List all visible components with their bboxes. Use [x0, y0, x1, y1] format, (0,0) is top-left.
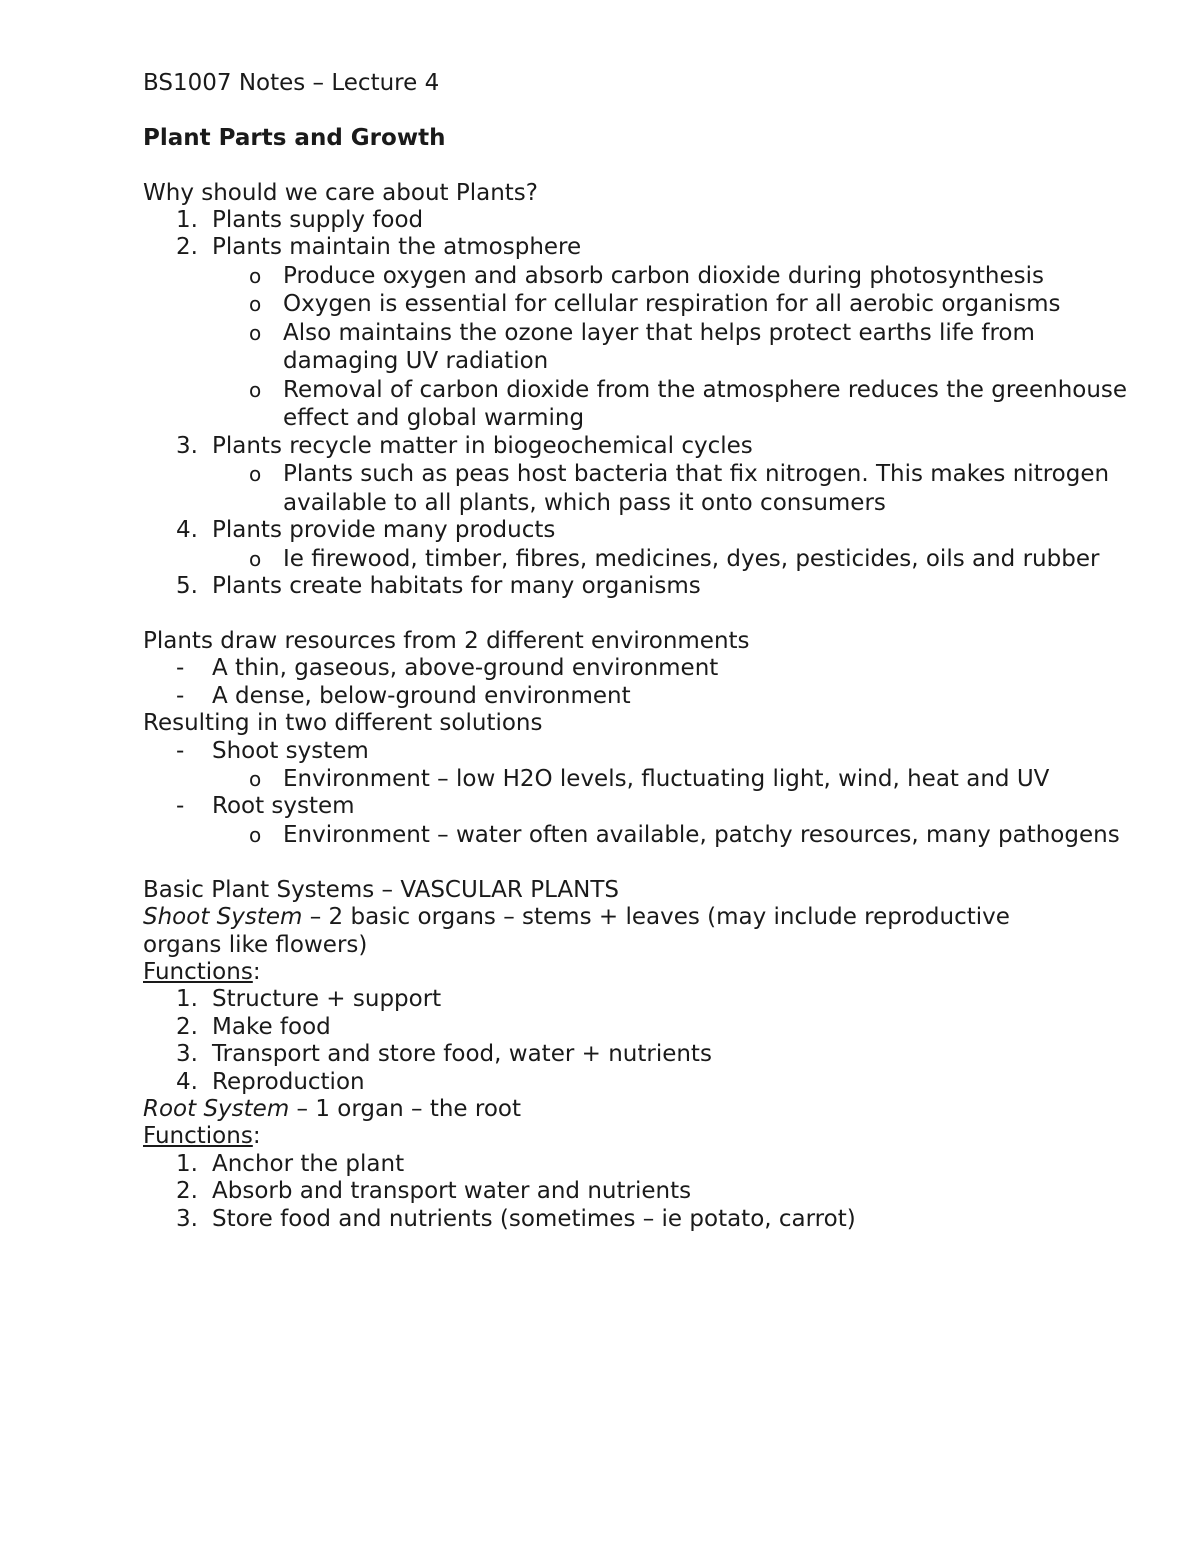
- blank-line: [143, 152, 1143, 179]
- root-system-line: [143, 1096, 1143, 1123]
- blank-line: [143, 601, 1143, 628]
- sub-bullet: [143, 262, 1143, 291]
- list-marker: 4.: [176, 517, 198, 544]
- dash-item: [143, 738, 1143, 765]
- sub-bullet: [143, 821, 1143, 850]
- environments-heading: Plants draw resources from 2 different environments: [143, 627, 750, 654]
- basic-heading: Basic Plant Systems – VASCULAR PLANTS: [143, 876, 619, 903]
- list-item: [143, 433, 1143, 460]
- list-item: [143, 1069, 1143, 1096]
- list-marker: 2.: [176, 234, 198, 261]
- document-header: BS1007 Notes – Lecture 4: [143, 70, 440, 96]
- list-marker: 2.: [176, 1013, 198, 1040]
- functions-label: Functions: [143, 958, 253, 985]
- shoot-system-desc-cont: organs like flowers): [143, 931, 368, 958]
- dash-bullet-icon: -: [176, 682, 185, 709]
- circle-bullet-icon: o: [249, 462, 262, 487]
- functions-label: Functions: [143, 1123, 253, 1150]
- circle-bullet-icon: o: [249, 822, 262, 847]
- shoot-system-line: [143, 904, 1143, 931]
- list-item: [143, 1206, 1143, 1233]
- dash-item: [143, 683, 1143, 710]
- list-item-text: Make food: [212, 1013, 331, 1040]
- sub-bullet-text: Plants such as peas host bacteria that fix nitrogen. This makes nitrogen available to all plants, which pass it onto consumers: [283, 461, 1110, 516]
- dash-item-text: A dense, below-ground environment: [212, 682, 631, 709]
- blank-line: [143, 849, 1143, 876]
- document-page: [143, 70, 1143, 1233]
- list-marker: 3.: [176, 432, 198, 459]
- dash-item: [143, 655, 1143, 682]
- sub-bullet-text: Environment – low H2O levels, fluctuating light, wind, heat and UV: [283, 765, 1050, 792]
- dash-bullet-icon: -: [176, 737, 185, 764]
- dash-bullet-icon: -: [176, 793, 185, 820]
- list-marker: 4.: [176, 1068, 198, 1095]
- list-item: [143, 1151, 1143, 1178]
- list-marker: 5.: [176, 573, 198, 600]
- functions-colon: :: [252, 958, 261, 985]
- list-item-text: Plants create habitats for many organisms: [212, 573, 701, 600]
- list-item-text: Reproduction: [212, 1068, 365, 1095]
- result-heading: Resulting in two different solutions: [143, 710, 543, 737]
- blank-line: [143, 97, 1143, 124]
- sub-bullet: [143, 545, 1143, 574]
- functions-heading: [143, 959, 1143, 986]
- dash-bullet-icon: -: [176, 655, 185, 682]
- list-item-text: Absorb and transport water and nutrients: [212, 1178, 692, 1205]
- functions-heading: [143, 1123, 1143, 1150]
- list-item-text: Structure + support: [212, 986, 442, 1013]
- list-item-text: Transport and store food, water + nutrients: [212, 1041, 712, 1068]
- sub-bullet-text: Ie firewood, timber, fibres, medicines, dyes, pesticides, oils and rubber: [283, 545, 1100, 572]
- list-marker: 3.: [176, 1205, 198, 1232]
- circle-bullet-icon: o: [249, 320, 262, 345]
- dash-item-text: Root system: [212, 793, 355, 820]
- sub-bullet-text: Environment – water often available, patchy resources, many pathogens: [283, 821, 1120, 848]
- sub-bullet: [143, 765, 1143, 794]
- dash-item-text: Shoot system: [212, 737, 369, 764]
- list-item: [143, 1178, 1143, 1205]
- why-heading: Why should we care about Plants?: [143, 179, 538, 206]
- sub-bullet: [143, 290, 1143, 319]
- list-item: [143, 986, 1143, 1013]
- list-marker: 3.: [176, 1041, 198, 1068]
- list-item-text: Plants supply food: [212, 207, 424, 233]
- sub-bullet-text: Oxygen is essential for cellular respiration for all aerobic organisms: [283, 291, 1061, 318]
- circle-bullet-icon: o: [249, 292, 262, 317]
- list-item: [143, 234, 1143, 261]
- shoot-system-desc: – 2 basic organs – stems + leaves (may include reproductive: [302, 904, 1010, 931]
- sub-bullet-text: Removal of carbon dioxide from the atmosphere reduces the greenhouse effect and global warming: [283, 376, 1128, 432]
- sub-bullet-text: Also maintains the ozone layer that helps protect earths life from damaging UV radiation: [283, 319, 1035, 375]
- document-title: Plant Parts and Growth: [143, 124, 446, 151]
- sub-bullet: [143, 376, 1143, 433]
- circle-bullet-icon: o: [249, 766, 262, 791]
- functions-colon: :: [252, 1123, 261, 1150]
- circle-bullet-icon: o: [249, 377, 262, 402]
- shoot-system-label: Shoot System: [143, 904, 303, 931]
- list-item: [143, 517, 1143, 544]
- root-system-desc: – 1 organ – the root: [289, 1096, 521, 1122]
- list-marker: 2.: [176, 1178, 198, 1205]
- sub-bullet: [143, 460, 1143, 517]
- list-marker: 1.: [176, 207, 198, 233]
- list-item: [143, 573, 1143, 600]
- sub-bullet: [143, 319, 1143, 376]
- list-item-text: Plants recycle matter in biogeochemical cycles: [212, 432, 753, 459]
- list-marker: 1.: [176, 986, 198, 1013]
- dash-item-text: A thin, gaseous, above-ground environment: [212, 655, 719, 682]
- list-item-text: Plants provide many products: [212, 517, 556, 544]
- sub-bullet-text: Produce oxygen and absorb carbon dioxide during photosynthesis: [283, 262, 1044, 289]
- list-item-text: Anchor the plant: [212, 1150, 405, 1177]
- dash-item: [143, 793, 1143, 820]
- root-system-label: Root System: [143, 1096, 290, 1122]
- list-item: [143, 1014, 1143, 1041]
- circle-bullet-icon: o: [249, 546, 262, 571]
- list-marker: 1.: [176, 1150, 198, 1177]
- list-item-text: Store food and nutrients (sometimes – ie potato, carrot): [212, 1205, 856, 1232]
- list-item-text: Plants maintain the atmosphere: [212, 234, 582, 261]
- list-item: [143, 207, 1143, 234]
- circle-bullet-icon: o: [249, 263, 262, 288]
- list-item: [143, 1041, 1143, 1068]
